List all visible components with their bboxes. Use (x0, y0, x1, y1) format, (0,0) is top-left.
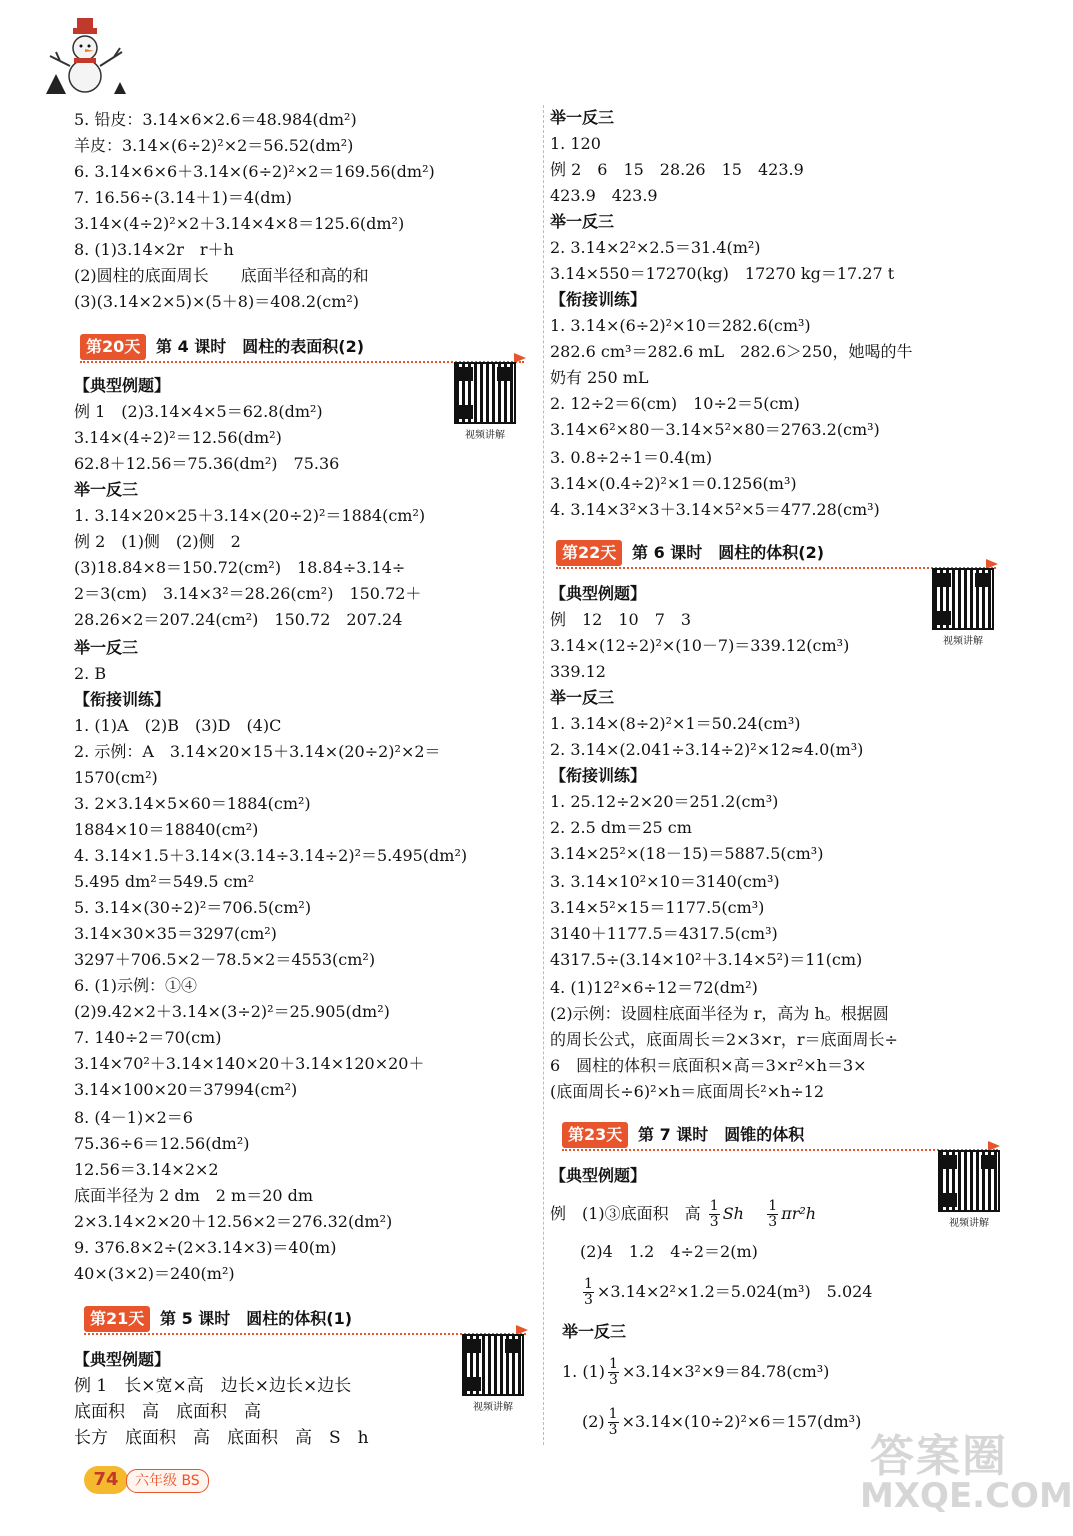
answer-line: 例 1 (2)3.14×4×5＝62.8(dm²) (74, 402, 323, 421)
answer-line: 例 2 6 15 28.26 15 423.9 (550, 160, 804, 179)
answer-line: 3.14×5²×15＝1177.5(cm³) (550, 898, 765, 917)
day-badge: 第20天 (80, 334, 146, 360)
answer-line: (2)示例：设圆柱底面半径为 r，高为 h。根据圆 (550, 1004, 889, 1023)
section-heading: 【衔接训练】 (550, 290, 647, 309)
answer-line: 1884×10＝18840(cm²) (74, 820, 259, 839)
answer-line: 62.8＋12.56＝75.36(dm²) 75.36 (74, 454, 340, 473)
denominator: 3 (709, 1214, 719, 1230)
answer-line: 3. 3.14×10²×10＝3140(cm³) (550, 872, 780, 891)
answer-line: 的周长公式，底面周长＝2×3×r，r＝底面周长÷ (550, 1030, 898, 1049)
answer-line: 2. 3.14×(2.041÷3.14÷2)²×12≈4.0(m³) (550, 740, 864, 759)
answer-line: (2)4 1.2 4÷2＝2(m) (580, 1242, 758, 1261)
question-prefix: 1. (1) (562, 1362, 606, 1381)
answer-line: 3.14×100×20＝37994(cm²) (74, 1080, 298, 1099)
answer-line: 羊皮：3.14×(6÷2)²×2＝56.52(dm²) (74, 136, 354, 155)
example-prefix: 例 (1)③底面积 高 (550, 1204, 701, 1223)
page-number: 74 (84, 1466, 128, 1494)
qr-code-icon (932, 568, 994, 630)
answer-line: 12.56＝3.14×2×2 (74, 1160, 219, 1179)
day-badge: 第23天 (562, 1122, 628, 1148)
numerator: 1 (768, 1198, 778, 1214)
answer-line: 例 2 (1)侧 (2)侧 2 (74, 532, 241, 551)
section-banner-day21 (84, 1306, 526, 1332)
answer-line: 2×3.14×2×20＋12.56×2＝276.32(dm²) (74, 1212, 393, 1231)
section-heading: 举一反三 (550, 108, 615, 127)
answer-line: (2)9.42×2＋3.14×(3÷2)²＝25.905(dm²) (74, 1002, 390, 1021)
answer-line: 8. (1)3.14×2r r＋h (74, 240, 234, 259)
snowman-illustration (40, 16, 130, 96)
answer-line: (底面周长÷6)²×h＝底面周长²×h÷12 (550, 1082, 825, 1101)
answer-line: 1570(cm²) (74, 768, 158, 787)
answer-line (582, 1404, 861, 1440)
answer-line: (2)圆柱的底面周长 底面半径和高的和 (74, 266, 369, 285)
lesson-title: 第 7 课时 圆锥的体积 (638, 1125, 805, 1144)
answer-line: 7. 16.56÷(3.14＋1)＝4(dm) (74, 188, 292, 207)
banner-rule (562, 1149, 998, 1151)
denominator: 3 (768, 1214, 778, 1230)
section-heading: 举一反三 (562, 1322, 627, 1341)
denominator: 3 (608, 1422, 618, 1438)
answer-line: 3.14×(12÷2)²×(10－7)＝339.12(cm³) (550, 636, 850, 655)
numerator: 1 (584, 1276, 593, 1292)
day-badge: 第22天 (556, 540, 622, 566)
answer-line: 4. 3.14×3²×3＋3.14×5²×5＝477.28(cm³) (550, 500, 880, 519)
answer-line: 3297＋706.5×2－78.5×2＝4553(cm²) (74, 950, 376, 969)
answer-line: 底面积 高 底面积 高 (74, 1402, 261, 1422)
answer-line: 2＝3(cm) 3.14×3²＝28.26(cm²) 150.72＋ (74, 584, 422, 603)
answer-line: 40×(3×2)＝240(m²) (74, 1264, 235, 1283)
answer-line: 长方 底面积 高 底面积 高 S h (74, 1428, 369, 1448)
section-heading: 【典型例题】 (74, 376, 171, 395)
qr-caption: 视频讲解 (949, 1218, 989, 1229)
formula-text: ×3.14×2²×1.2＝5.024(m³) 5.024 (596, 1282, 873, 1301)
answer-line: 2. 12÷2＝6(cm) 10÷2＝5(cm) (550, 394, 800, 413)
answer-line: 1. (1)A (2)B (3)D (4)C (74, 716, 282, 735)
lesson-title: 第 4 课时 圆柱的表面积(2) (156, 337, 365, 356)
answer-line: 1. 3.14×20×25＋3.14×(20÷2)²＝1884(cm²) (74, 506, 426, 525)
numerator: 1 (608, 1406, 618, 1422)
answer-line: (3)(3.14×2×5)×(5＋8)＝408.2(cm²) (74, 292, 360, 311)
answer-line: 奶有 250 mL (550, 368, 649, 387)
section-heading: 举一反三 (550, 212, 615, 231)
video-qr-code[interactable] (462, 1334, 524, 1413)
video-qr-code[interactable] (932, 568, 994, 647)
fraction-one-third (709, 1199, 720, 1230)
answer-line: 5. 铅皮：3.14×6×2.6＝48.984(dm²) (74, 110, 357, 129)
answer-line: 2. 示例：A 3.14×20×15＋3.14×(20÷2)²×2＝ (74, 742, 441, 761)
lesson-title: 第 6 课时 圆柱的体积(2) (632, 543, 825, 562)
banner-rule (556, 567, 996, 569)
denominator: 3 (609, 1372, 618, 1388)
answer-line: 底面半径为 2 dm 2 m＝20 dm (74, 1186, 314, 1205)
section-banner-day23 (562, 1122, 998, 1148)
answer-line: 8. (4－1)×2＝6 (74, 1108, 193, 1127)
answer-line: 2. 3.14×2²×2.5＝31.4(m²) (550, 238, 761, 257)
answer-line: 4. (1)12²×6÷12＝72(dm²) (550, 978, 758, 997)
qr-caption: 视频讲解 (943, 636, 983, 647)
section-banner-day20 (80, 334, 524, 360)
answer-line: 7. 140÷2＝70(cm) (74, 1028, 222, 1047)
denominator: 3 (584, 1292, 593, 1308)
video-qr-code[interactable] (454, 362, 516, 441)
section-heading: 【典型例题】 (550, 584, 647, 603)
grade-label: 六年级 BS (126, 1469, 209, 1493)
answer-line: 28.26×2＝207.24(cm²) 150.72 207.24 (74, 610, 403, 629)
section-heading: 举一反三 (550, 688, 615, 707)
answer-line: 1. 120 (550, 134, 601, 153)
question-prefix: (2) (582, 1412, 605, 1431)
formula-text: ×3.14×3²×9＝84.78(cm³) (621, 1362, 830, 1381)
qr-code-icon (462, 1334, 524, 1396)
answer-line: 3.14×(0.4÷2)²×1＝0.1256(m³) (550, 474, 797, 493)
qr-caption: 视频讲解 (465, 430, 505, 441)
answer-line: 3. 0.8÷2÷1＝0.4(m) (550, 448, 713, 467)
answer-line: 例 12 10 7 3 (550, 610, 692, 629)
fraction-one-third (767, 1199, 778, 1230)
fraction-one-third (608, 1357, 619, 1388)
answer-line: 3140＋1177.5＝4317.5(cm³) (550, 924, 778, 943)
answer-line: 3.14×(4÷2)²×2＋3.14×4×8＝125.6(dm²) (74, 214, 405, 233)
answer-line (562, 1354, 829, 1390)
answer-line: 2. 2.5 dm＝25 cm (550, 818, 692, 837)
answer-line: 1. 3.14×(8÷2)²×1＝50.24(cm³) (550, 714, 801, 733)
answer-line: 6 圆柱的体积＝底面积×高＝3×r²×h＝3× (550, 1056, 867, 1075)
section-heading: 【典型例题】 (550, 1166, 647, 1185)
answer-line (550, 1196, 816, 1232)
answer-line: 5. 3.14×(30÷2)²＝706.5(cm²) (74, 898, 312, 917)
answer-line: 5.495 dm²＝549.5 cm² (74, 872, 255, 891)
answer-line: 3.14×30×35＝3297(cm²) (74, 924, 277, 943)
section-heading: 【衔接训练】 (550, 766, 647, 785)
answer-line: 4317.5÷(3.14×10²＋3.14×5²)＝11(cm) (550, 950, 863, 969)
watermark (860, 1420, 1073, 1520)
answer-line: 1. 25.12÷2×20＝251.2(cm³) (550, 792, 779, 811)
answer-line: 282.6 cm³＝282.6 mL 282.6＞250，她喝的牛 (550, 342, 913, 361)
section-heading: 举一反三 (74, 638, 139, 657)
lesson-title: 第 5 课时 圆柱的体积(1) (160, 1309, 353, 1328)
answer-line: 6. 3.14×6×6＋3.14×(6÷2)²×2＝169.56(dm²) (74, 162, 435, 181)
answer-line: 3. 2×3.14×5×60＝1884(cm²) (74, 794, 311, 813)
banner-rule (84, 1333, 526, 1335)
answer-line: 3.14×25²×(18－15)＝5887.5(cm³) (550, 844, 824, 863)
answer-line: 3.14×70²＋3.14×140×20＋3.14×120×20＋ (74, 1054, 425, 1073)
answer-line: 339.12 (550, 662, 606, 681)
watermark-url: MXQE.COM (860, 1476, 1073, 1516)
qr-code-icon (938, 1150, 1000, 1212)
answer-line: 2. B (74, 664, 107, 683)
answer-line: 6. (1)示例：①④ (74, 976, 198, 995)
section-banner-day22 (556, 540, 996, 566)
answer-line: 4. 3.14×1.5＋3.14×(3.14÷3.14÷2)²＝5.495(dm²) (74, 846, 468, 865)
formula-sh: Sh (722, 1204, 744, 1223)
answer-line: 例 1 长×宽×高 边长×边长×边长 (74, 1376, 352, 1396)
answer-line (580, 1274, 873, 1310)
formula-text: ×3.14×(10÷2)²×6＝157(dm³) (621, 1412, 862, 1431)
answer-line: 3.14×550＝17270(kg) 17270 kg＝17.27 t (550, 264, 895, 283)
day-badge: 第21天 (84, 1306, 150, 1332)
numerator: 1 (609, 1356, 618, 1372)
answer-line: (3)18.84×8＝150.72(cm²) 18.84÷3.14÷ (74, 558, 406, 577)
numerator: 1 (709, 1198, 719, 1214)
answer-line: 3.14×(4÷2)²＝12.56(dm²) (74, 428, 282, 447)
answer-line: 3.14×6²×80－3.14×5²×80＝2763.2(cm³) (550, 420, 880, 439)
fraction-one-third (608, 1407, 619, 1438)
section-heading: 【衔接训练】 (74, 690, 171, 709)
section-heading: 举一反三 (74, 480, 139, 499)
answer-line: 423.9 423.9 (550, 186, 658, 205)
formula-pi-r2-h: πr²h (781, 1204, 817, 1223)
qr-code-icon (454, 362, 516, 424)
qr-caption: 视频讲解 (473, 1402, 513, 1413)
answer-line: 75.36÷6＝12.56(dm²) (74, 1134, 250, 1153)
video-qr-code[interactable] (938, 1150, 1000, 1229)
column-divider (543, 105, 544, 1445)
answer-line: 1. 3.14×(6÷2)²×10＝282.6(cm³) (550, 316, 811, 335)
section-heading: 【典型例题】 (74, 1350, 171, 1369)
fraction-one-third (583, 1277, 594, 1308)
answer-line: 9. 376.8×2÷(2×3.14×3)＝40(m) (74, 1238, 337, 1257)
watermark-text: 答案圈 (870, 1431, 1008, 1482)
